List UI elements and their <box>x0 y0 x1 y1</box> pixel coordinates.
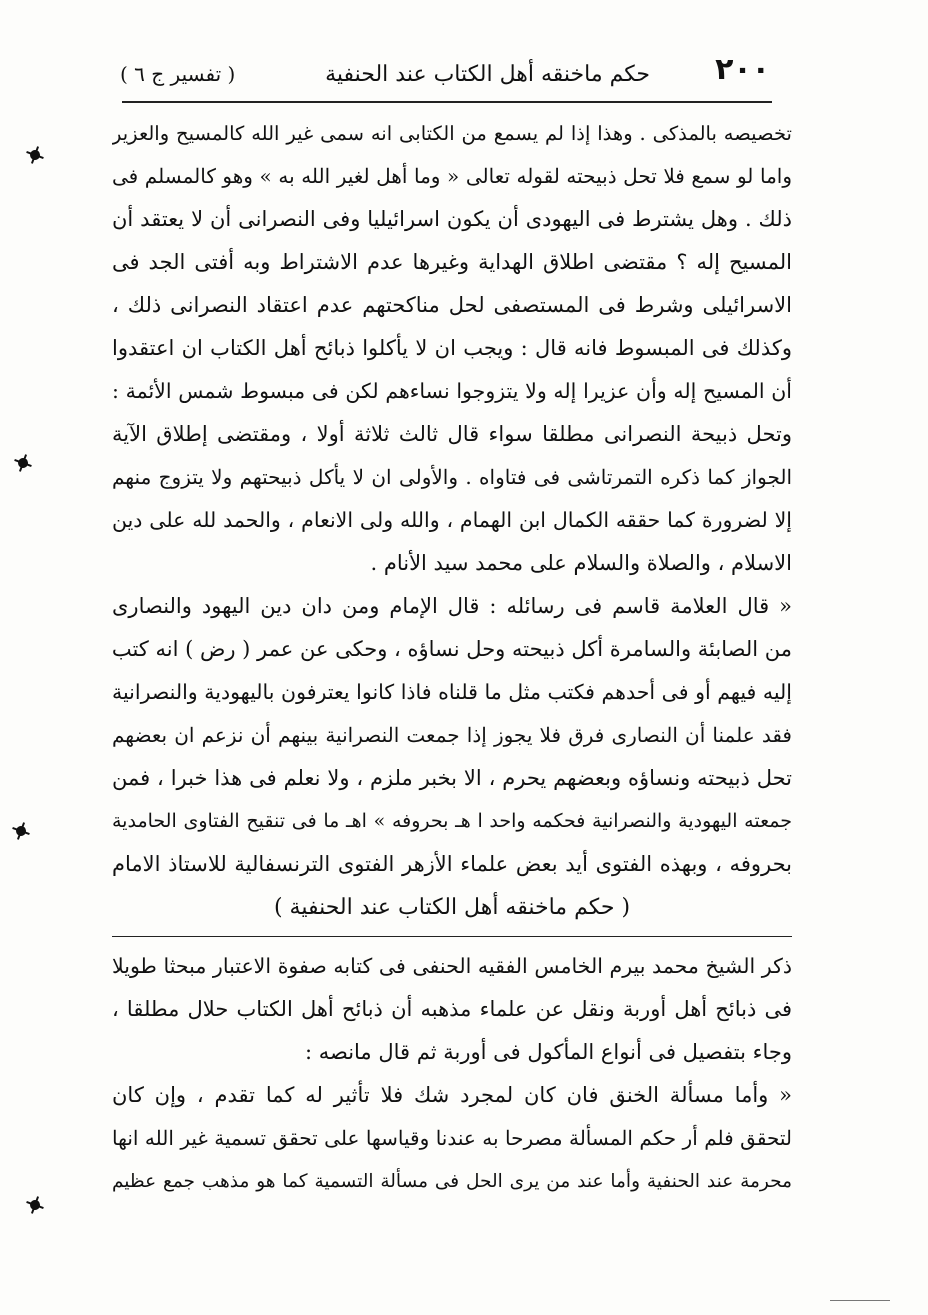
text-line: لتحقق فلم أر حكم المسألة مصرحا به عندنا وقياسها على تحقق تسمية غير الله انها <box>112 1126 792 1150</box>
text-line: تحل ذبيحته ونساؤه وبعضهم يحرم ، الا بخبر ملزم ، ولا نعلم فى هذا خبرا ، فمن <box>112 766 792 790</box>
text-line: فقد علمنا أن النصارى فرق فلا يجوز إذا جمعت النصرانية بينهم أن نزعم ان بعضهم <box>112 723 792 747</box>
text-line: الجواز كما ذكره التمرتاشى فى فتاواه . والأولى ان لا يأكل ذبيحتهم ولا يتزوج منهم <box>112 465 792 489</box>
page-header <box>120 52 770 98</box>
text-line: « قال العلامة قاسم فى رسائله : قال الإمام ومن دان دين اليهود والنصارى <box>112 594 792 618</box>
text-line: إلا لضرورة كما حققه الكمال ابن الهمام ، والله ولى الانعام ، والحمد لله على دين <box>112 508 792 532</box>
text-line: وتحل ذبيحة النصرانى مطلقا سواء قال ثالث ثلاثة أولا ، ومقتضى إطلاق الآية <box>112 422 792 446</box>
scan-speck <box>29 1199 42 1212</box>
scan-edge-mark <box>830 1300 890 1301</box>
section-rule <box>112 936 792 937</box>
body-text <box>112 112 792 1203</box>
text-line: تخصيصه بالمذكى . وهذا إذا لم يسمع من الكتابى انه سمى غير الله كالمسيح والعزير <box>112 122 792 145</box>
text-line: من الصابئة والسامرة أكل ذبيحته وحل نساؤه ، وحكى عن عمر ( رض ) انه كتب <box>112 637 792 661</box>
text-line: أن المسيح إله وأن عزيرا إله ولا يتزوجوا نساءهم لكن فى مبسوط شمس الأئمة : <box>112 379 792 403</box>
text-line: « وأما مسألة الخنق فان كان لمجرد شك فلا تأثير له كما تقدم ، وإن كان <box>112 1083 792 1107</box>
text-line: واما لو سمع فلا تحل ذبيحته لقوله تعالى « وما أهل لغير الله به » وهو كالمسلم فى <box>112 164 792 188</box>
text-line: وكذلك فى المبسوط فانه قال : ويجب ان لا يأكلوا ذبائح أهل الكتاب ان اعتقدوا <box>112 336 792 360</box>
scan-speck <box>17 457 30 470</box>
text-line: المسيح إله ؟ مقتضى اطلاق الهداية وغيرها عدم الاشتراط وبه أفتى الجد فى <box>112 250 792 274</box>
text-line: الاسلام ، والصلاة والسلام على محمد سيد الأنام . <box>370 551 792 575</box>
text-line: إليه فيهم أو فى أحدهم فكتب مثل ما قلناه فاذا كانوا يعترفون باليهودية والنصرانية <box>112 680 792 704</box>
text-line: ذكر الشيخ محمد بيرم الخامس الفقيه الحنفى فى كتابه صفوة الاعتبار مبحثا طويلا <box>112 954 792 978</box>
scan-speck <box>15 825 28 838</box>
text-line: الاسرائيلى وشرط فى المستصفى لحل مناكحتهم عدم اعتقاد النصرانى ذلك ، <box>112 293 792 317</box>
text-line: وجاء بتفصيل فى أنواع المأكول فى أوربة ثم قال مانصه : <box>304 1040 792 1064</box>
text-line: محرمة عند الحنفية وأما عند من يرى الحل فى مسألة التسمية كما هو مذهب جمع عظيم <box>112 1171 792 1192</box>
page-number: ٢٠٠ <box>715 52 770 87</box>
text-line: ذلك . وهل يشترط فى اليهودى أن يكون اسرائيليا وفى النصرانى أن لا يعتقد أن <box>112 207 792 231</box>
header-rule <box>122 101 772 103</box>
text-line: فى ذبائح أهل أوربة ونقل عن علماء مذهبه أن ذبائح أهل الكتاب حلال مطلقا ، <box>112 997 792 1021</box>
scan-speck <box>29 149 42 162</box>
section-reference: ( تفسير ج ٦ ) <box>120 62 236 86</box>
section-heading: ( حكم ماخنقه أهل الكتاب عند الحنفية ) <box>273 895 631 920</box>
text-line: جمعته اليهودية والنصرانية فحكمه واحد ا هـ بحروفه » اهـ ما فى تنقيح الفتاوى الحامدية <box>112 810 792 832</box>
running-title: حكم ماخنقه أهل الكتاب عند الحنفية <box>325 62 650 87</box>
text-line: بحروفه ، وبهذه الفتوى أيد بعض علماء الأزهر الفتوى الترنسفالية للاستاذ الامام <box>112 852 792 876</box>
